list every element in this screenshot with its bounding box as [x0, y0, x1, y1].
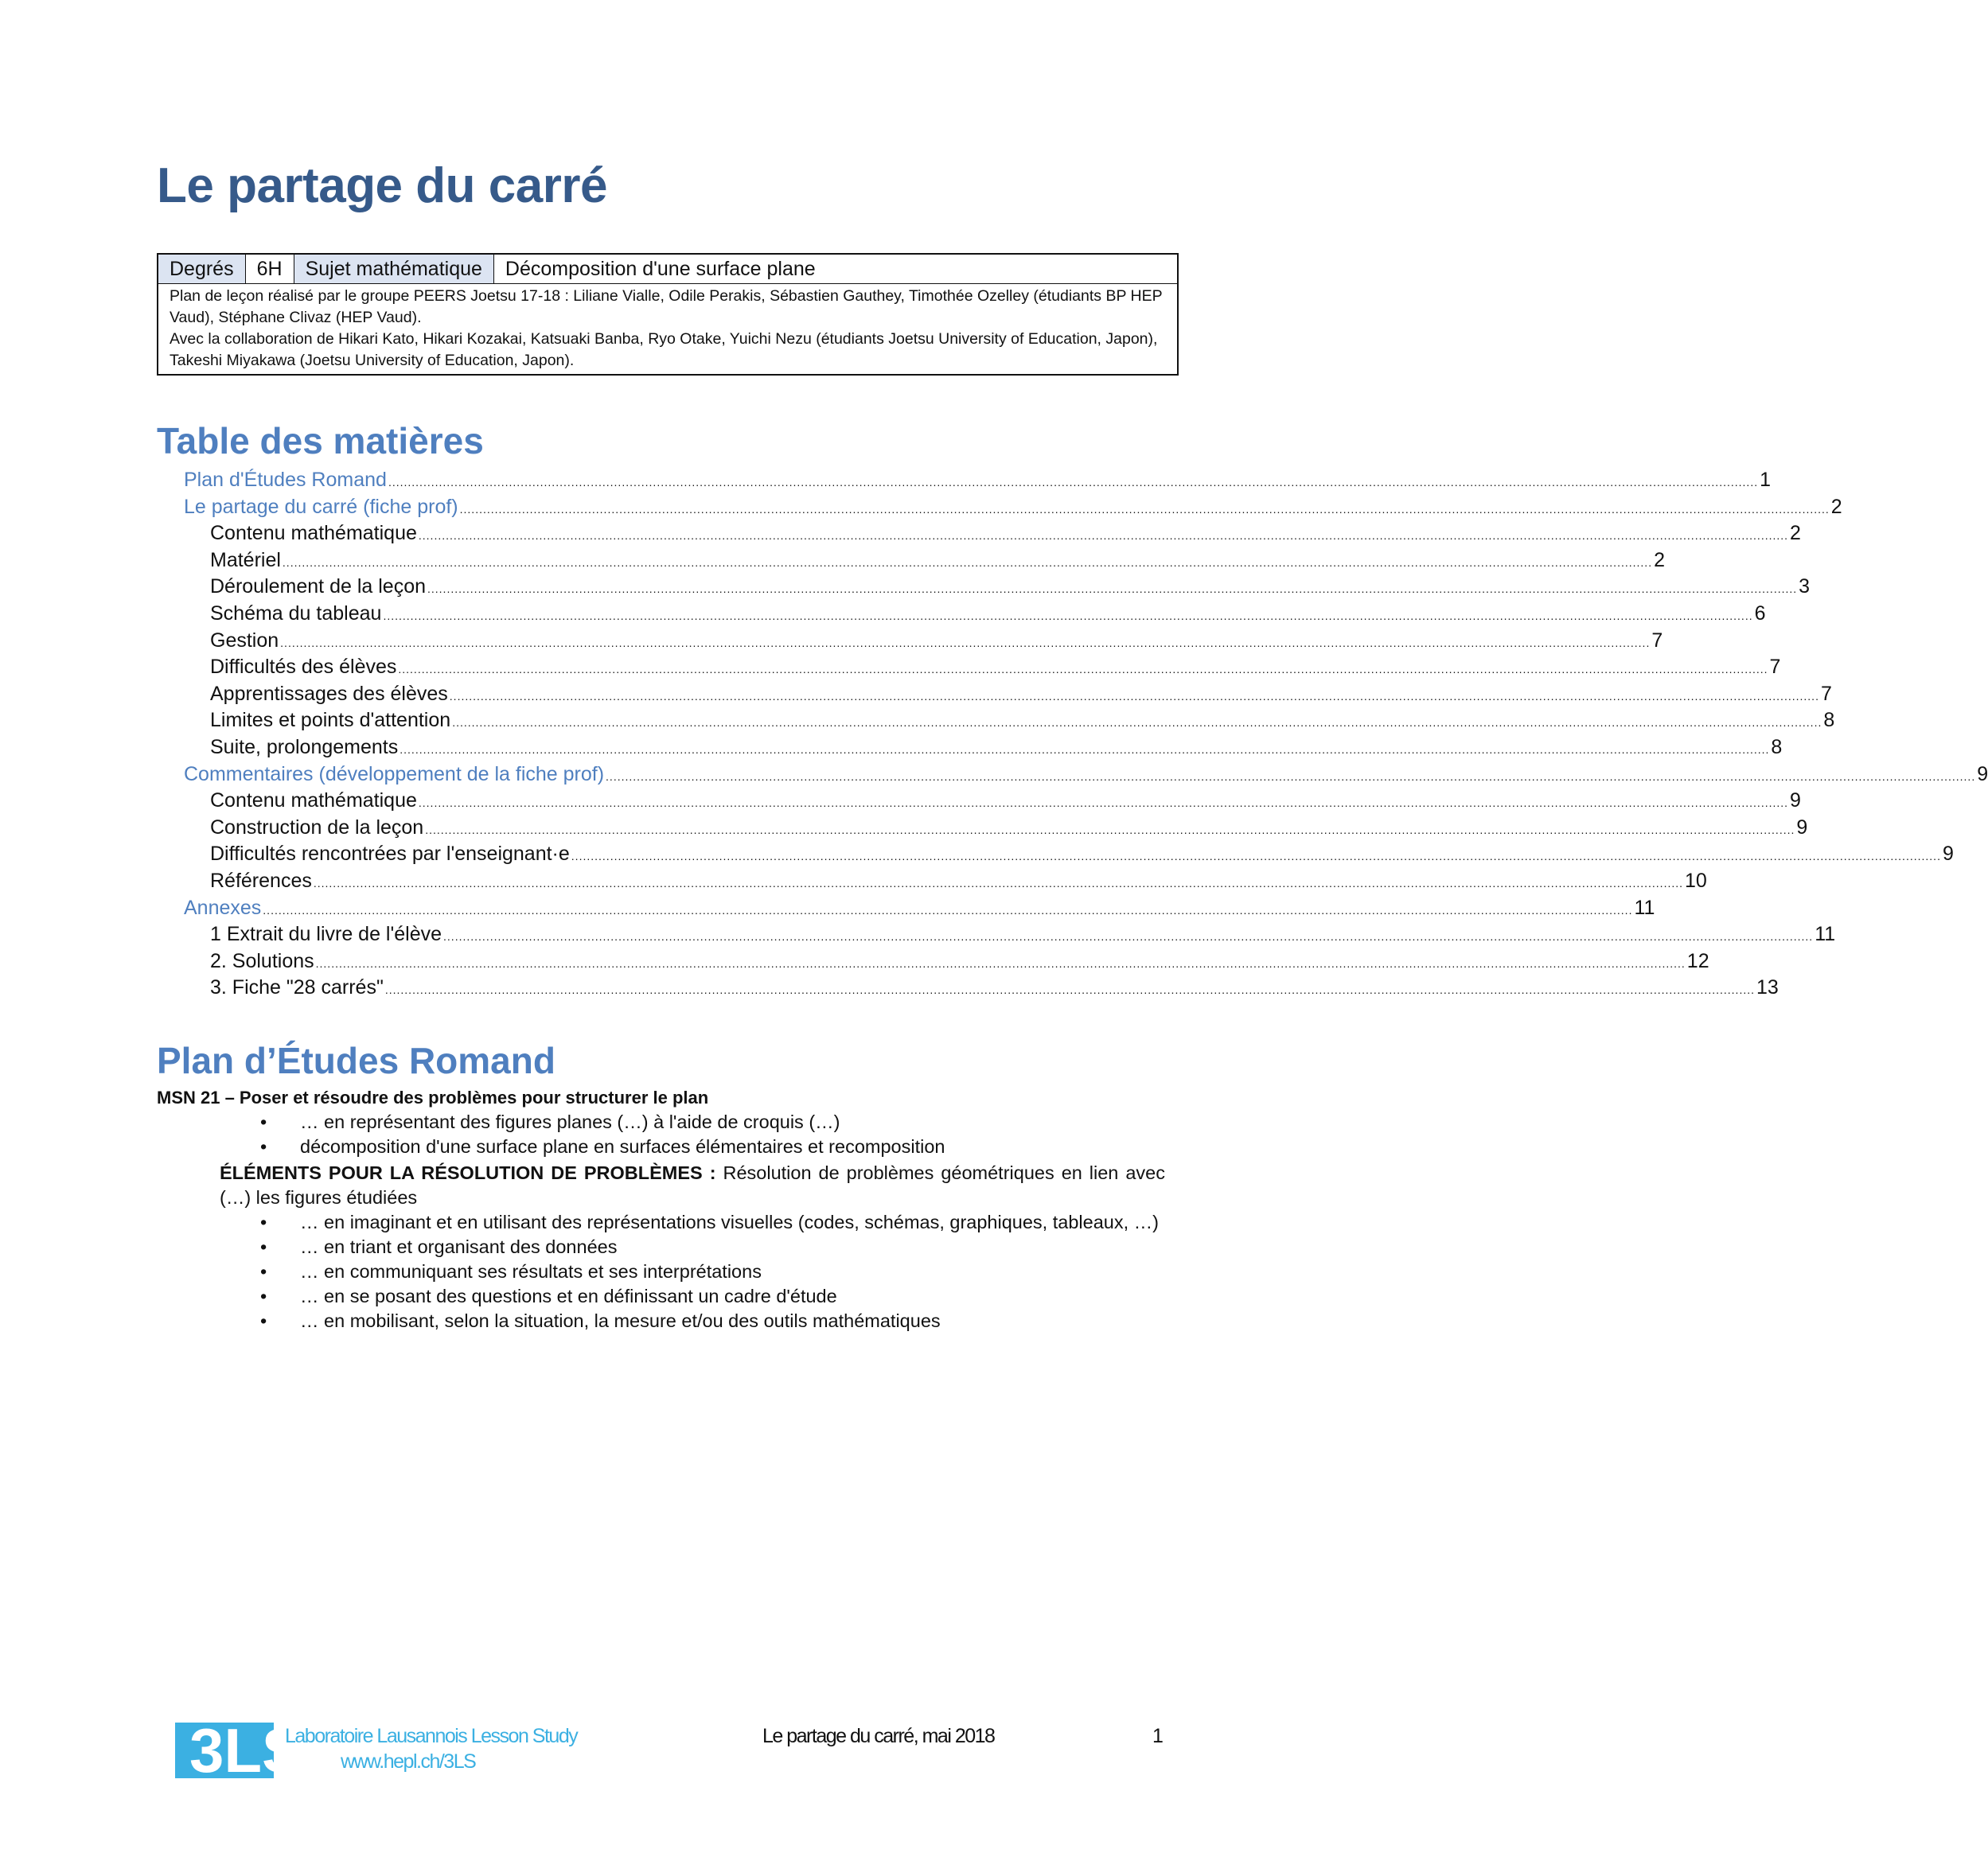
elements-label: ÉLÉMENTS POUR LA RÉSOLUTION DE PROBLÈMES : — [220, 1162, 716, 1183]
toc-entry-page: 2 — [1790, 522, 1801, 545]
toc-entry-subsection[interactable] — [184, 975, 1779, 1002]
bullet-icon: • — [260, 1136, 267, 1157]
toc-entry-label: Matériel — [210, 548, 281, 571]
toc-entry-page: 8 — [1823, 709, 1835, 732]
toc-entry-label: Difficultés rencontrées par l'enseignant·e — [210, 843, 570, 866]
footer-url-link[interactable]: www.hepl.ch/3LS — [341, 1750, 476, 1773]
toc-entry-subsection[interactable] — [184, 815, 1808, 842]
toc-entry-page: 11 — [1634, 896, 1655, 919]
toc-dot-leader — [400, 737, 1769, 764]
toc-entry-subsection[interactable] — [184, 788, 1801, 815]
bullet-icon: • — [260, 1212, 267, 1232]
toc-entry-subsection[interactable] — [184, 601, 1766, 628]
toc-entry-subsection[interactable] — [184, 707, 1835, 734]
toc-dot-leader — [571, 843, 1941, 870]
footer-page-number: 1 — [1152, 1725, 1164, 1747]
toc-dot-leader — [450, 683, 1819, 711]
toc-entry-label: Apprentissages des élèves — [210, 682, 448, 705]
toc-entry-label: Plan d'Études Romand — [184, 469, 387, 491]
toc-entry-subsection[interactable] — [184, 921, 1836, 948]
toc-entry-page: 9 — [1790, 789, 1801, 812]
toc-entry-page: 9 — [1977, 762, 1988, 785]
toc-dot-leader — [427, 576, 1797, 603]
toc-entry-label: Contenu mathématique — [210, 522, 417, 545]
bullet-text: … en imaginant et en utilisant des représentations visuelles (codes, schémas, graphiques, tableaux, …) — [300, 1212, 1159, 1232]
toc-entry-section[interactable] — [184, 895, 1655, 922]
toc-dot-leader — [606, 764, 1975, 791]
toc-dot-leader — [425, 817, 1795, 844]
toc-dot-leader — [280, 630, 1650, 657]
logo-text: 3LS — [189, 1715, 304, 1785]
toc-entry-subsection[interactable] — [184, 574, 1811, 601]
msn-objective: MSN 21 – Poser et résoudre des problèmes pour structurer le plan — [157, 1088, 709, 1108]
toc-entry-page: 13 — [1756, 976, 1779, 999]
toc-entry-page: 1 — [1760, 469, 1771, 491]
toc-entry-label: Références — [210, 869, 312, 892]
toc-entry-subsection[interactable] — [184, 868, 1707, 895]
toc-entry-subsection[interactable] — [184, 520, 1801, 547]
toc-entry-section[interactable] — [184, 494, 1842, 521]
toc-entry-section[interactable] — [184, 761, 1988, 788]
toc-dot-leader — [263, 897, 1632, 925]
objective-bullet-list — [260, 1110, 1165, 1159]
toc-entry-subsection[interactable] — [184, 654, 1781, 681]
toc-dot-leader — [452, 710, 1822, 737]
toc-dot-leader — [419, 523, 1788, 550]
toc-dot-leader — [383, 603, 1752, 630]
toc-dot-leader — [385, 977, 1755, 1004]
toc-entry-label: 1 Extrait du livre de l'élève — [210, 923, 442, 946]
bullet-text: décomposition d'une surface plane en surfaces élémentaires et recomposition — [300, 1136, 945, 1157]
toc-entry-subsection[interactable] — [184, 948, 1709, 975]
footer-doc-info: Le partage du carré, mai 2018 — [762, 1725, 995, 1747]
toc-entry-page: 7 — [1651, 629, 1663, 652]
toc-dot-leader — [398, 656, 1768, 683]
toc-entry-label: 2. Solutions — [210, 949, 314, 972]
bullet-text: … en triant et organisant des données — [300, 1236, 618, 1257]
bullet-icon: • — [260, 1286, 267, 1306]
3ls-logo — [175, 1715, 304, 1785]
toc-entry-label: Suite, prolongements — [210, 735, 399, 758]
toc-entry-subsection[interactable] — [184, 734, 1783, 761]
grade-value: 6H — [246, 255, 294, 283]
toc-entry-page: 3 — [1799, 575, 1811, 598]
toc-entry-label: Déroulement de la leçon — [210, 575, 426, 598]
bullet-text: … en se posant des questions et en définissant un cadre d'étude — [300, 1286, 837, 1306]
toc-entry-section[interactable] — [184, 467, 1771, 494]
problem-solving-bullet-list — [260, 1210, 1165, 1333]
lesson-info-table — [157, 253, 1179, 376]
bullet-text: … en communiquant ses résultats et ses interprétations — [300, 1261, 762, 1282]
toc-entry-page: 10 — [1685, 869, 1707, 892]
toc-entry-page: 7 — [1820, 682, 1832, 705]
toc-entry-label: Commentaires (développement de la fiche prof) — [184, 762, 605, 785]
grade-label: Degrés — [158, 255, 246, 283]
toc-entry-subsection[interactable] — [184, 628, 1663, 655]
toc-entry-subsection[interactable] — [184, 841, 1954, 868]
footer-lab-name: Laboratoire Lausannois Lesson Study — [285, 1725, 578, 1747]
bullet-item — [260, 1309, 1165, 1333]
bullet-item — [260, 1235, 1165, 1259]
toc-entry-label: Construction de la leçon — [210, 816, 424, 839]
toc-entry-page: 7 — [1769, 656, 1781, 679]
bullet-item — [260, 1284, 1165, 1309]
toc-entry-page: 9 — [1942, 843, 1954, 866]
toc-entry-label: Difficultés des élèves — [210, 656, 397, 679]
toc-entry-label: Le partage du carré (fiche prof) — [184, 495, 458, 518]
document-title: Le partage du carré — [157, 158, 607, 213]
toc-entry-subsection[interactable] — [184, 547, 1665, 574]
toc-entry-page: 6 — [1754, 602, 1766, 625]
bullet-item — [260, 1135, 1165, 1159]
toc-entry-page: 11 — [1815, 923, 1836, 946]
toc-entry-page: 2 — [1830, 495, 1842, 518]
toc-entry-subsection[interactable] — [184, 681, 1832, 708]
toc-entry-label: 3. Fiche "28 carrés" — [210, 976, 384, 999]
bullet-item — [260, 1110, 1165, 1135]
toc-entry-page: 2 — [1654, 548, 1665, 571]
bullet-icon: • — [260, 1261, 267, 1282]
bullet-item — [260, 1259, 1165, 1284]
bullet-text: … en représentant des figures planes (…) à l'aide de croquis (…) — [300, 1112, 840, 1132]
toc-entry-label: Contenu mathématique — [210, 789, 417, 812]
credits-collaboration: Avec la collaboration de Hikari Kato, Hikari Kozakai, Katsuaki Banba, Ryo Otake, Yuichi Nezu (étudiants Joetsu University of Education, Japon), Takeshi Miyakawa (Joetsu University of Education, Japon). — [170, 330, 1158, 369]
subject-label: Sujet mathématique — [294, 255, 494, 283]
toc-entry-label: Limites et points d'attention — [210, 709, 451, 732]
toc-dot-leader — [314, 870, 1683, 897]
toc-entry-label: Schéma du tableau — [210, 602, 382, 625]
toc-dot-leader — [283, 550, 1652, 577]
toc-dot-leader — [443, 924, 1813, 951]
bullet-icon: • — [260, 1236, 267, 1257]
per-heading: Plan d’Études Romand — [157, 1040, 555, 1081]
toc-dot-leader — [419, 790, 1788, 817]
bullet-icon: • — [260, 1310, 267, 1331]
toc-entry-page: 12 — [1686, 949, 1709, 972]
elements-text: Résolution de problèmes géométriques en lien avec (…) les figures étudiées — [220, 1162, 1165, 1208]
credits-authors: Plan de leçon réalisé par le groupe PEERS Joetsu 17-18 : Liliane Vialle, Odile Perakis, Sébastien Gauthey, Timothée Ozelley (étudiants BP HEP Vaud), Stéphane Clivaz (HEP Vaud). — [170, 287, 1163, 326]
credits-cell — [158, 284, 1177, 374]
toc-dot-leader — [460, 496, 1830, 524]
toc-entry-label: Gestion — [210, 629, 279, 652]
subject-value: Décomposition d'une surface plane — [505, 258, 816, 280]
table-of-contents — [184, 467, 1988, 1002]
toc-entry-label: Annexes — [184, 896, 262, 919]
toc-entry-page: 9 — [1796, 816, 1808, 839]
elements-paragraph — [220, 1161, 1165, 1210]
toc-entry-page: 8 — [1771, 735, 1783, 758]
bullet-icon: • — [260, 1112, 267, 1132]
info-header-row — [158, 255, 1177, 284]
bullet-text: … en mobilisant, selon la situation, la mesure et/ou des outils mathématiques — [300, 1310, 941, 1331]
toc-dot-leader — [388, 469, 1758, 496]
toc-heading: Table des matières — [157, 420, 484, 461]
bullet-item — [260, 1210, 1165, 1235]
toc-dot-leader — [316, 951, 1686, 978]
